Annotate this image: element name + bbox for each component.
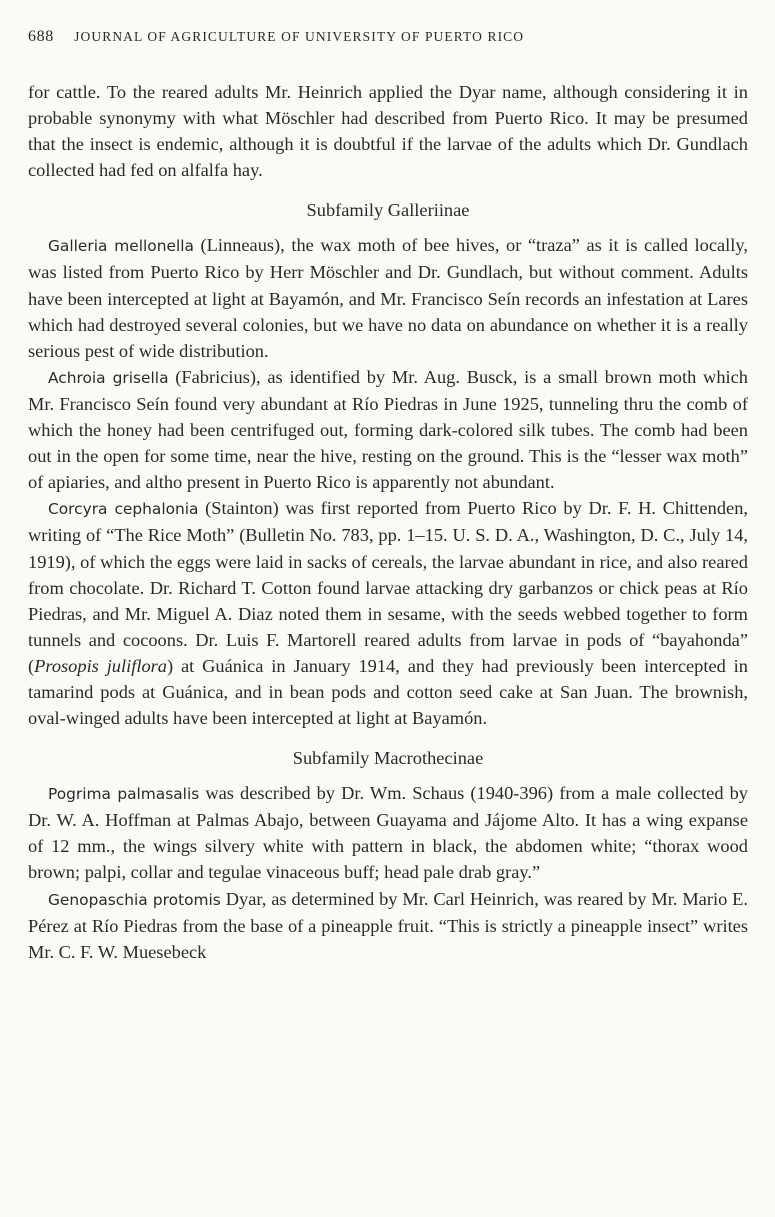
running-head (28, 28, 748, 54)
subfamily-heading-macrothecinae: Subfamily Macrothecinae (292, 748, 484, 769)
species-name: Achroia grisella (48, 368, 169, 387)
journal-page (28, 28, 748, 965)
species-description: (Linneaus), the wax moth of bee hives, or “traza” as it is called locally, was listed from Puerto Rico by Herr Möschler and Dr. Gundlach, but without comment. Adults have been intercepted at light at Bayamón, and Mr. Francisco Seín records an infestation at Lares which had destroyed several colonies, but we have no data on abundance on whether it is a really serious pest of wide distribution. (28, 235, 748, 361)
host-plant-name: Prosopis juliflora (34, 655, 167, 676)
species-description: (Fabricius), as identified by Mr. Aug. Busck, is a small brown moth which Mr. Francisco Seín found very abundant at Río Piedras in June 1925, tunneling thru the comb of which the honey had been centrifuged out, forming dark-colored silk tubes. The comb had been out in the open for some time, near the hive, resting on the ground. This is the “lesser wax moth” of apiaries, and altho present in Puerto Rico is apparently not abundant. (28, 366, 748, 493)
species-name: Corcyra cephalonia (48, 500, 199, 519)
species-description: Dyar, as determined by Mr. Carl Heinrich, was reared by Mr. Mario E. Pérez at Río Piedras from the base of a pineapple fruit. “This is strictly a pineapple insect” writes Mr. C. F. W. Muesebeck (28, 888, 749, 962)
journal-title: JOURNAL OF AGRICULTURE OF UNIVERSITY OF PUERTO RICO (74, 29, 525, 44)
species-entry-galleria (28, 232, 748, 363)
species-name: Genopaschia protomis (48, 890, 221, 909)
intro-paragraph: for cattle. To the reared adults Mr. Heinrich applied the Dyar name, although considering it in probable synonymy with what Möschler had described from Puerto Rico. It may be presumed that the insect is endemic, although it is doubtful if the larvae of the adults which Dr. Gundlach collected had fed on alfalfa hay. (28, 82, 748, 181)
species-description: was described by Dr. Wm. Schaus (1940-396) from a male collected by Dr. W. A. Hoffman at Palmas Abajo, between Guayama and Jájome Alto. It has a wing expanse of 12 mm., the wings silvery white with pattern in black, the abdomen white; “thorax wood brown; palpi, collar and tegulae vinaceous buff; head pale drab gray.” (28, 783, 749, 883)
species-description-continued: ) at Guánica in January 1914, and they had previously been intercepted in tamarind pods at Guánica, and in bean pods and cotton seed cake at San Juan. The brownish, oval-winged adults have been intercepted at light at Bayamón. (28, 655, 748, 729)
page-number: 688 (28, 28, 54, 45)
species-description: (Stainton) was first reported from Puerto Rico by Dr. F. H. Chittenden, writing of “The Rice Moth” (Bulletin No. 783, pp. 1–15. U. S. D. A., Washington, D. C., July 14, 1919), of which the eggs were laid in sacks of cereals, the larvae abundant in rice, and also reared from chocolate. Dr. Richard T. Cotton found larvae attacking dry garbanzos or chick peas at Río Piedras, and Mr. Miguel A. Diaz noted them in sesame, with the seeds webbed together to form tunnels and cocoons. Dr. Luis F. Martorell reared adults from larvae in pods of “bayahonda” ( (28, 498, 748, 676)
article-body (28, 79, 748, 965)
species-name: Galleria mellonella (48, 237, 194, 256)
species-entry-corcyra (28, 495, 748, 731)
species-entry-pogrima (28, 780, 748, 885)
species-entry-achroia (28, 364, 748, 495)
subfamily-heading-galleriinae: Subfamily Galleriinae (306, 200, 470, 221)
species-entry-genopaschia (28, 886, 748, 965)
species-name: Pogrima palmasalis (48, 785, 200, 804)
